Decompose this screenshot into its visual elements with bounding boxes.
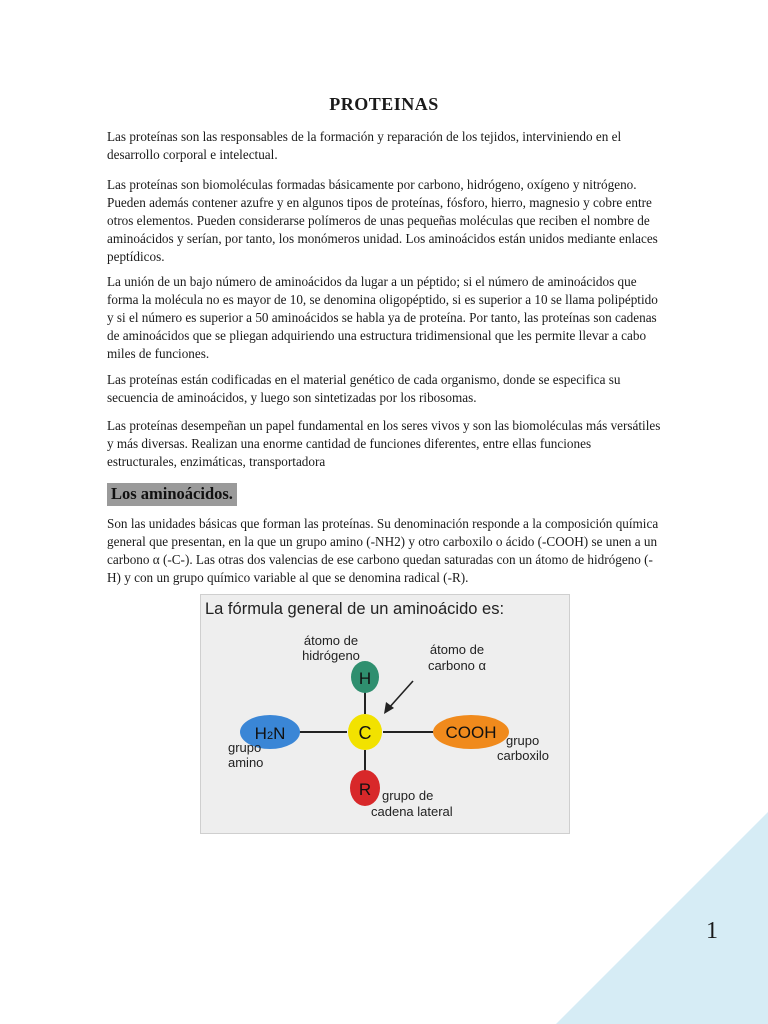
figure-title: La fórmula general de un aminoácido es: (205, 600, 505, 618)
label-hydrogen-line2: hidrógeno (302, 648, 360, 663)
amino-acid-diagram (201, 595, 569, 833)
page-title: PROTEINAS (329, 94, 439, 114)
arrow-line (388, 681, 413, 709)
carbon-atom-label: C (358, 723, 372, 743)
paragraph-composition: Las proteínas son biomoléculas formadas básicamente por carbono, hidrógeno, oxígeno y nitrógeno. Pueden además contener azufre y en algunos tipos de proteínas, fósforo, hierro, magnesio y cobre entre otros elementos. Pueden considerarse polímeros de unas pequeñas moléculas que reciben el nombre de aminoácidos y serían, por tanto, los monómeros unidad. Los aminoácidos están unidos mediante enlaces peptídicos. (107, 177, 658, 264)
paragraph-functions: Las proteínas desempeñan un papel fundamental en los seres vivos y son las biomoléculas más versátiles y más diversas. Realizan una enorme cantidad de funciones diferentes, entre ellas funciones estructurales, enzimáticas, transportadora (107, 418, 661, 469)
label-carboxyl-line2: carboxilo (497, 748, 550, 763)
amino-acid-formula-figure (200, 594, 570, 834)
label-amino-line1: grupo (228, 740, 262, 755)
label-carboxyl-line1: grupo (506, 733, 540, 748)
carboxyl-group-label: COOH (445, 723, 497, 742)
label-amino-line2: amino (228, 755, 264, 770)
paragraph-intro: Las proteínas son las responsables de la formación y reparación de los tejidos, interviniendo en el desarrollo corporal e intelectual. (107, 129, 622, 162)
paragraph-genetics: Las proteínas están codificadas en el material genético de cada organismo, donde se especifica su secuencia de aminoácidos, y luego son sintetizadas por los ribosomas. (107, 372, 621, 405)
radical-group-label: R (358, 780, 372, 799)
amino-group-label: H2N (254, 724, 286, 743)
label-radical-line2: cadena lateral (371, 804, 453, 819)
section-heading: Los aminoácidos. (107, 483, 237, 506)
paragraph-peptides: La unión de un bajo número de aminoácidos da lugar a un péptido; si el número de aminoácidos que forma la molécula no es mayor de 10, se denomina oligopéptido, si es superior a 10 se llama polipéptido y si el número es superior a 50 aminoácidos se habla ya de proteína. Por tanto, las proteínas son cadenas de aminoácidos que se pliegan adquiriendo una estructura tridimensional que les permite llevar a cabo miles de funciones. (107, 274, 658, 361)
label-radical-line1: grupo de (382, 788, 434, 803)
hydrogen-atom-label: H (358, 669, 372, 688)
paragraph-amino-acids: Son las unidades básicas que forman las proteínas. Su denominación responde a la composición química general que presentan, en la que un grupo amino (-NH2) y otro carboxilo o ácido (-COOH) se unen a un carbono α (-C-). Las otras dos valencias de ese carbono quedan saturadas con un átomo de hidrógeno (-H) y con un grupo químico variable al que se denomina radical (-R). (107, 516, 659, 585)
label-carbon-line2: carbono α (427, 658, 487, 673)
label-carbon-line1: átomo de (429, 642, 485, 657)
label-hydrogen-line1: átomo de (303, 633, 359, 648)
page-number: 1 (706, 918, 718, 944)
corner-triangle-decoration (556, 812, 768, 1024)
